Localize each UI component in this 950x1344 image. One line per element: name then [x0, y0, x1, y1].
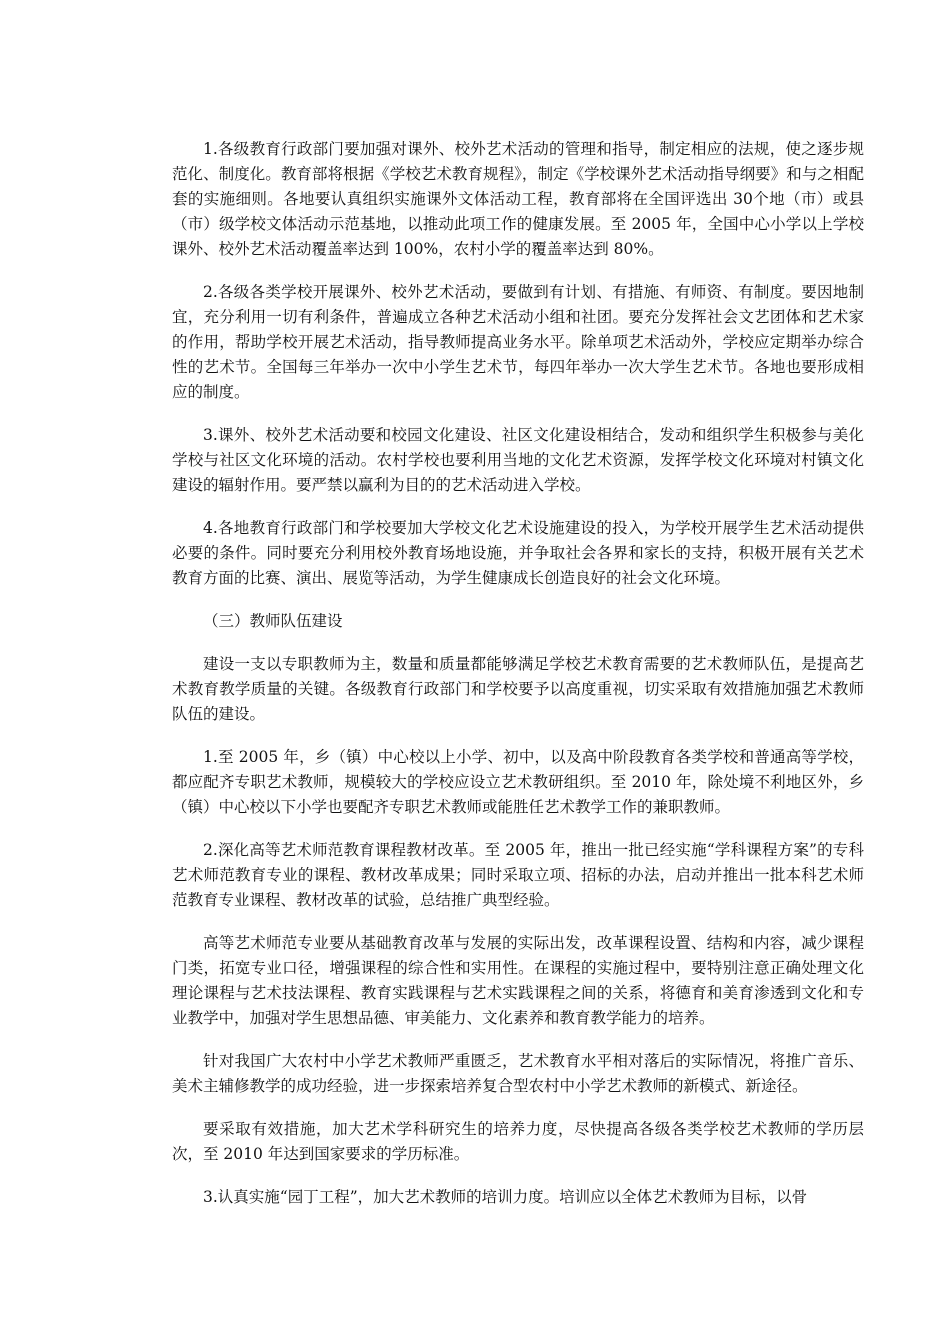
paragraph-campus-community-culture: 3.课外、校外艺术活动要和校园文化建设、社区文化建设相结合，发动和组织学生积极参与美化学校与社区文化环境的活动。农村学校也要利用当地的文化艺术资源，发挥学校文化环境对村镇文化建设的辐射作用。要严禁以赢利为目的的艺术活动进入学校。: [172, 426, 864, 494]
section-heading-teacher-team: （三）教师队伍建设: [203, 612, 343, 630]
paragraph-gardener-project: 3.认真实施“园丁工程”，加大艺术教师的培训力度。培训应以全体艺术教师为目标，以骨: [203, 1188, 808, 1206]
document-body: [172, 137, 864, 1210]
paragraph-normal-education-reform: 高等艺术师范专业要从基础教育改革与发展的实际出发，改革课程设置、结构和内容，减少课程门类，拓宽专业口径，增强课程的综合性和实用性。在课程的实施过程中，要特别注意正确处理文化理论课程与艺术技法课程、教育实践课程与艺术实践课程之间的关系，将德育和美育渗透到文化和专业教学中，加强对学生思想品德、审美能力、文化素养和教育教学能力的培养。: [172, 934, 864, 1027]
paragraph-teacher-team-intro: 建设一支以专职教师为主，数量和质量都能够满足学校艺术教育需要的艺术教师队伍，是提高艺术教育教学质量的关键。各级教育行政部门和学校要予以高度重视，切实采取有效措施加强艺术教师队伍的建设。: [172, 655, 864, 723]
paragraph-graduate-training: 要采取有效措施，加大艺术学科研究生的培养力度，尽快提高各级各类学校艺术教师的学历层次，至 2010 年达到国家要求的学历标准。: [172, 1120, 864, 1163]
paragraph-school-art-activities: 2.各级各类学校开展课外、校外艺术活动，要做到有计划、有措施、有师资、有制度。要因地制宜，充分利用一切有利条件，普遍成立各种艺术活动小组和社团。要充分发挥社会文艺团体和艺术家的作用，帮助学校开展艺术活动，指导教师提高业务水平。除单项艺术活动外，学校应定期举办综合性的艺术节。全国每三年举办一次中小学生艺术节，每四年举办一次大学生艺术节。各地也要形成相应的制度。: [172, 283, 864, 401]
paragraph-curriculum-reform: 2.深化高等艺术师范教育课程教材改革。至 2005 年，推出一批已经实施“学科课程方案”的专科艺术师范教育专业的课程、教材改革成果；同时采取立项、招标的办法，启动并推出一批本科艺术师范教育专业课程、教材改革的试验，总结推广典型经验。: [172, 841, 864, 909]
paragraph-facilities-investment: 4.各地教育行政部门和学校要加大学校文化艺术设施建设的投入，为学校开展学生艺术活动提供必要的条件。同时要充分利用校外教育场地设施，并争取社会各界和家长的支持，积极开展有关艺术教育方面的比赛、演出、展览等活动，为学生健康成长创造良好的社会文化环境。: [172, 519, 864, 587]
paragraph-staffing-targets: 1.至 2005 年，乡（镇）中心校以上小学、初中，以及高中阶段教育各类学校和普通高等学校，都应配齐专职艺术教师，规模较大的学校应设立艺术教研组织。至 2010 年，除处境不利地区外，乡（镇）中心校以下小学也要配齐专职艺术教师或能胜任艺术教学工作的兼职教师。: [172, 748, 864, 816]
paragraph-rural-teachers: 针对我国广大农村中小学艺术教师严重匮乏，艺术教育水平相对落后的实际情况，将推广音乐、美术主辅修教学的成功经验，进一步探索培养复合型农村中小学艺术教师的新模式、新途径。: [172, 1052, 864, 1095]
paragraph-extracurricular-management: 1.各级教育行政部门要加强对课外、校外艺术活动的管理和指导，制定相应的法规，使之逐步规范化、制度化。教育部将根据《学校艺术教育规程》，制定《学校课外艺术活动指导纲要》和与之相配套的实施细则。各地要认真组织实施课外文体活动工程，教育部将在全国评选出 30个地（市）或县（市）级学校文体活动示范基地，以推动此项工作的健康发展。至 2005 年，全国中心小学以上学校课外、校外艺术活动覆盖率达到 100%，农村小学的覆盖率达到 80%。: [172, 140, 864, 258]
